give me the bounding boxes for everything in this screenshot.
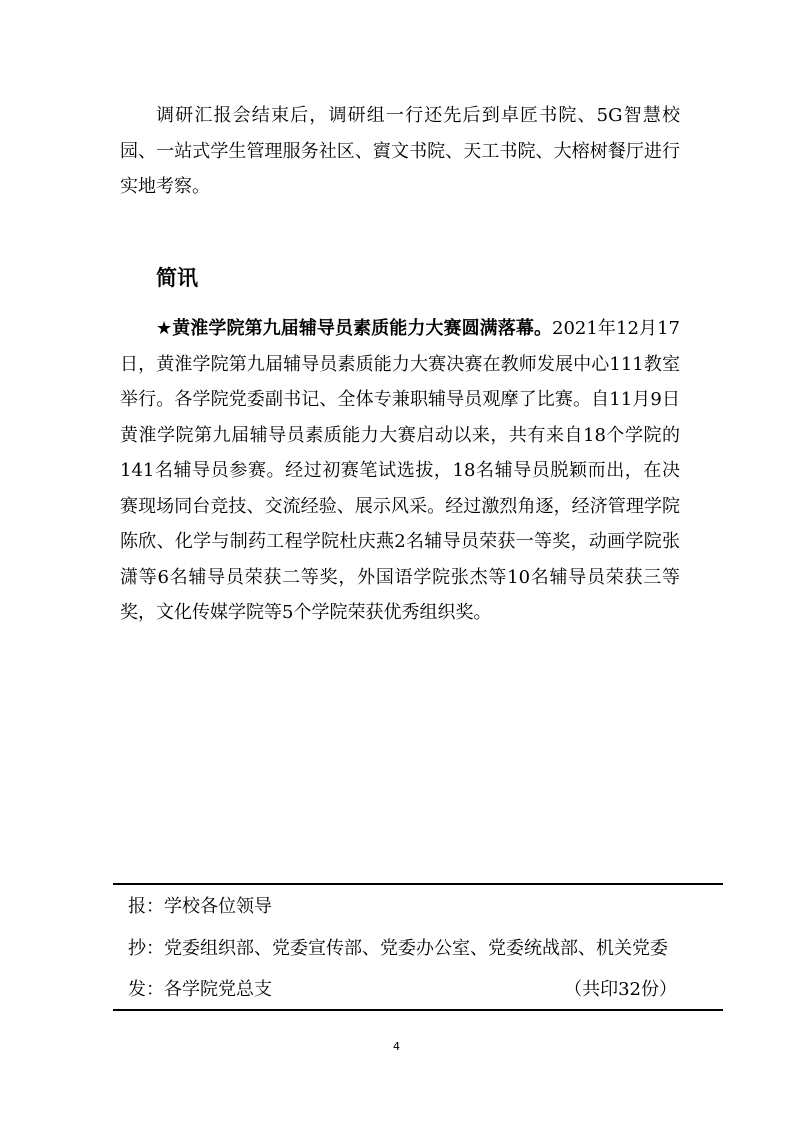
section-title-brief: 简讯 [156,266,198,290]
body-paragraph: 调研汇报会结束后，调研组一行还先后到卓匠书院、5G智慧校园、一站式学生管理服务社区、賨文书院、天工书院、大榕树餐厅进行实地考察。 [120,105,680,197]
distribution-top-rule [113,883,723,885]
send-to-line [128,977,713,1003]
print-copies-count: （共印32份） [564,979,677,1000]
send-to-text: 发：各学院党总支 [128,979,272,1000]
report-to-line: 报：学校各位领导 [128,896,272,917]
brief-news-item [120,311,680,631]
copy-to-line: 抄：党委组织部、党委宣传部、党委办公室、党委统战部、机关党委 [128,938,668,959]
page-number: 4 [393,1040,400,1053]
distribution-bottom-rule [113,1009,723,1011]
news-body: 2021年12月17日，黄淮学院第九届辅导员素质能力大赛决赛在教师发展中心111教室举行。各学院党委副书记、全体专兼职辅导员观摩了比赛。自11月9日黄淮学院第九届辅导员素质能力大赛启动以来，共有来自18个学院的141名辅导员参赛。经过初赛笔试选拔，18名辅导员脱颖而出，在决赛现场同台竞技、交流经验、展示风采。经过激烈角逐，经济管理学院陈欣、化学与制药工程学院杜庆燕2名辅导员荣获一等奖，动画学院张潇等6名辅导员荣获二等奖，外国语学院张杰等10名辅导员荣获三等奖，文化传媒学院等5个学院荣获优秀组织奖。 [120,318,680,623]
news-headline: ★黄淮学院第九届辅导员素质能力大赛圆满落幕。 [156,318,553,339]
